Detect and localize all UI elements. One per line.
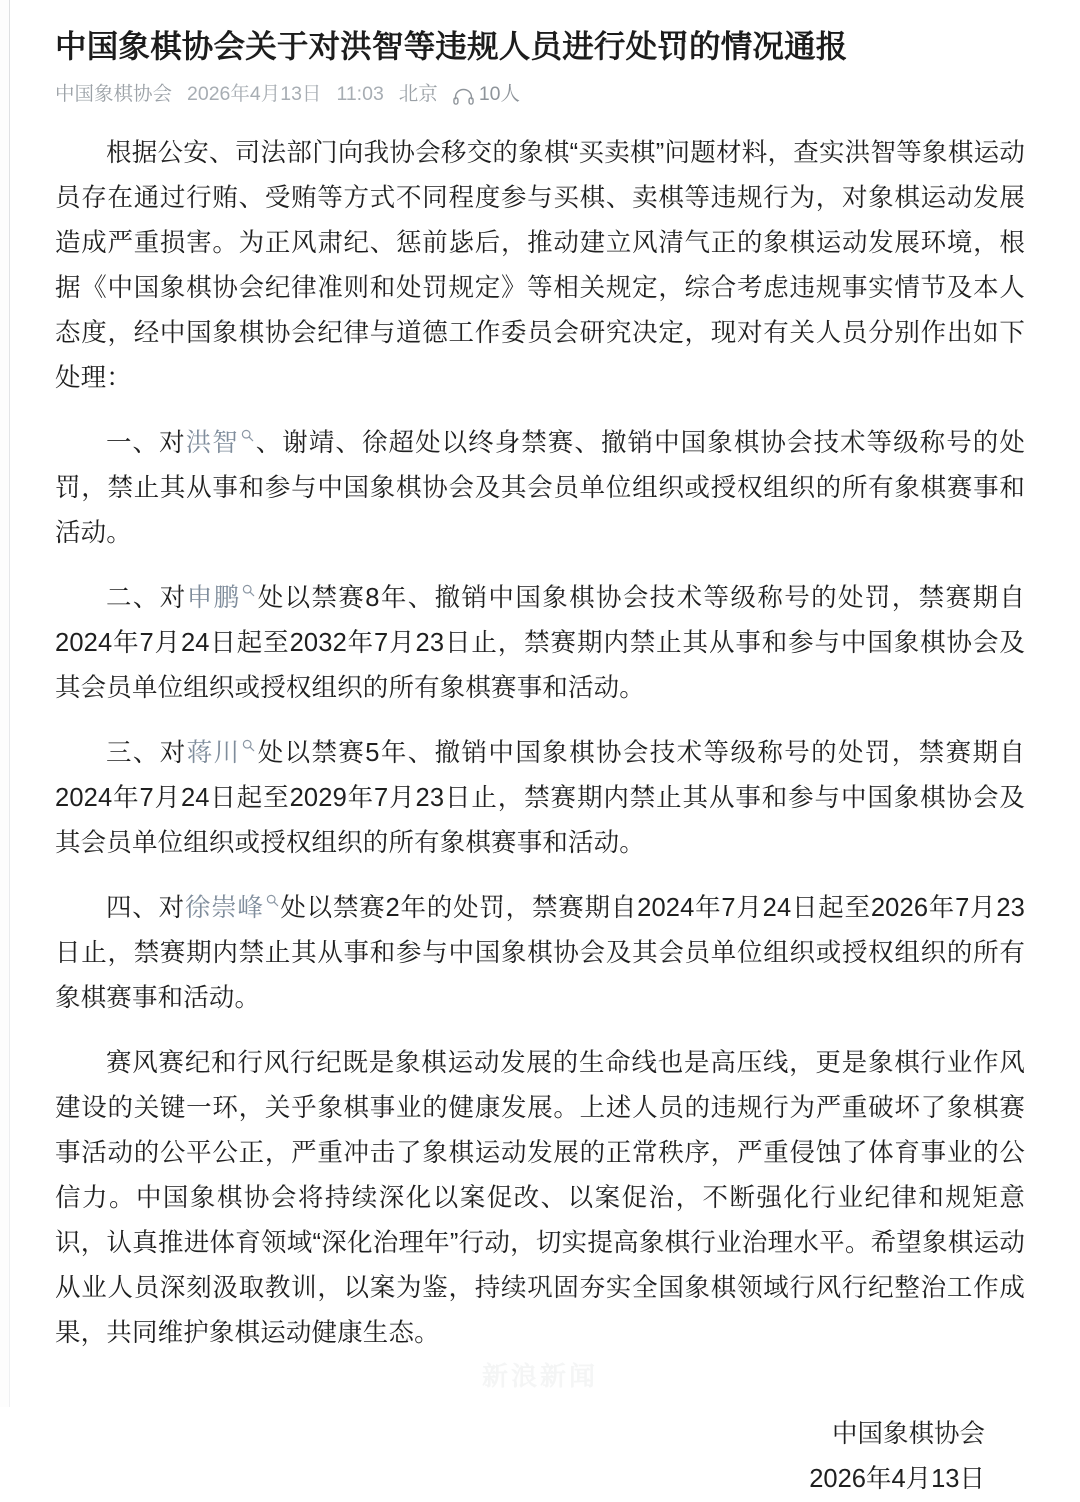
paragraph-item-2 — [55, 576, 1025, 711]
entity-link-hongzhi[interactable]: 洪智 — [185, 428, 239, 457]
signature-date: 2026年4月13日 — [809, 1464, 985, 1493]
paragraph-item-3 — [55, 731, 1025, 866]
article-meta — [55, 85, 1025, 105]
page-title: 中国象棋协会关于对洪智等违规人员进行处罚的情况通报 — [55, 28, 848, 64]
paragraph-intro — [55, 131, 1025, 401]
meta-time: 11:03 — [336, 83, 384, 106]
search-icon[interactable] — [241, 429, 254, 442]
listen-control[interactable] — [453, 85, 520, 105]
meta-location: 北京 — [398, 83, 438, 106]
item-2-prefix: 二、对 — [106, 583, 187, 612]
item-2-text: 处以禁赛8年、撤销中国象棋协会技术等级称号的处罚，禁赛期自2024年7月24日起至2032年7月23日止，禁赛期内禁止其从事和参与中国象棋协会及其会员单位组织或授权组织的所有象棋赛事和活动。 — [55, 583, 1026, 702]
meta-date: 2026年4月13日 — [187, 83, 322, 106]
listen-count: 10人 — [478, 83, 521, 106]
paragraph-item-1 — [55, 421, 1025, 556]
item-4-text: 处以禁赛2年的处罚，禁赛期自2024年7月24日起至2026年7月23日止，禁赛期内禁止其从事和参与中国象棋协会及其会员单位组织或授权组织的所有象棋赛事和活动。 — [55, 893, 1026, 1012]
entity-link-jiangchuan[interactable]: 蒋川 — [186, 738, 241, 767]
item-3-text: 处以禁赛5年、撤销中国象棋协会技术等级称号的处罚，禁赛期自2024年7月24日起至2029年7月23日止，禁赛期内禁止其从事和参与中国象棋协会及其会员单位组织或授权组织的所有象棋赛事和活动。 — [55, 738, 1026, 857]
paragraph-closing — [55, 1041, 1025, 1356]
article-body — [55, 131, 1025, 1356]
paragraph-item-4 — [55, 886, 1025, 1021]
entity-link-xuchongfeng[interactable]: 徐崇峰 — [184, 893, 264, 922]
paragraph-closing-text: 赛风赛纪和行风行纪既是象棋运动发展的生命线也是高压线，更是象棋行业作风建设的关键一环，关乎象棋事业的健康发展。上述人员的违规行为严重破坏了象棋赛事活动的公平公正，严重冲击了象棋运动发展的正常秩序，严重侵蚀了体育事业的公信力。中国象棋协会将持续深化以案促改、以案促治，不断强化行业纪律和规矩意识，认真推进体育领域“深化治理年”行动，切实提高象棋行业治理水平。希望象棋运动从业人员深刻汲取教训，以案为鉴，持续巩固夯实全国象棋领域行风行纪整治工作成果，共同维护象棋运动健康生态。 — [55, 1048, 1025, 1347]
search-icon[interactable] — [242, 739, 255, 752]
signature-block — [55, 1412, 1025, 1502]
meta-source[interactable]: 中国象棋协会 — [55, 83, 173, 106]
item-3-prefix: 三、对 — [106, 738, 187, 767]
item-1-text: 、谢靖、徐超处以终身禁赛、撤销中国象棋协会技术等级称号的处罚，禁止其从事和参与中国象棋协会及其会员单位组织或授权组织的所有象棋赛事和活动。 — [55, 428, 1025, 547]
page-watermark: 新浪新闻 — [481, 1361, 598, 1391]
search-icon[interactable] — [266, 894, 279, 907]
search-icon[interactable] — [242, 584, 255, 597]
item-4-prefix: 四、对 — [106, 893, 185, 922]
paragraph-intro-text: 根据公安、司法部门向我协会移交的象棋“买卖棋”问题材料，查实洪智等象棋运动员存在通过行贿、受贿等方式不同程度参与买棋、卖棋等违规行为，对象棋运动发展造成严重损害。为正风肃纪、惩前毖后，推动建立风清气正的象棋运动发展环境，根据《中国象棋协会纪律准则和处罚规定》等相关规定，综合考虑违规事实情节及本人态度，经中国象棋协会纪律与道德工作委员会研究决定，现对有关人员分别作出如下处理： — [55, 138, 1025, 392]
item-1-prefix: 一、对 — [106, 428, 186, 457]
signature-organization: 中国象棋协会 — [831, 1419, 985, 1448]
entity-link-shenpeng[interactable]: 申鹏 — [186, 583, 241, 612]
headphone-icon — [453, 88, 474, 105]
article-content — [55, 0, 1025, 1502]
